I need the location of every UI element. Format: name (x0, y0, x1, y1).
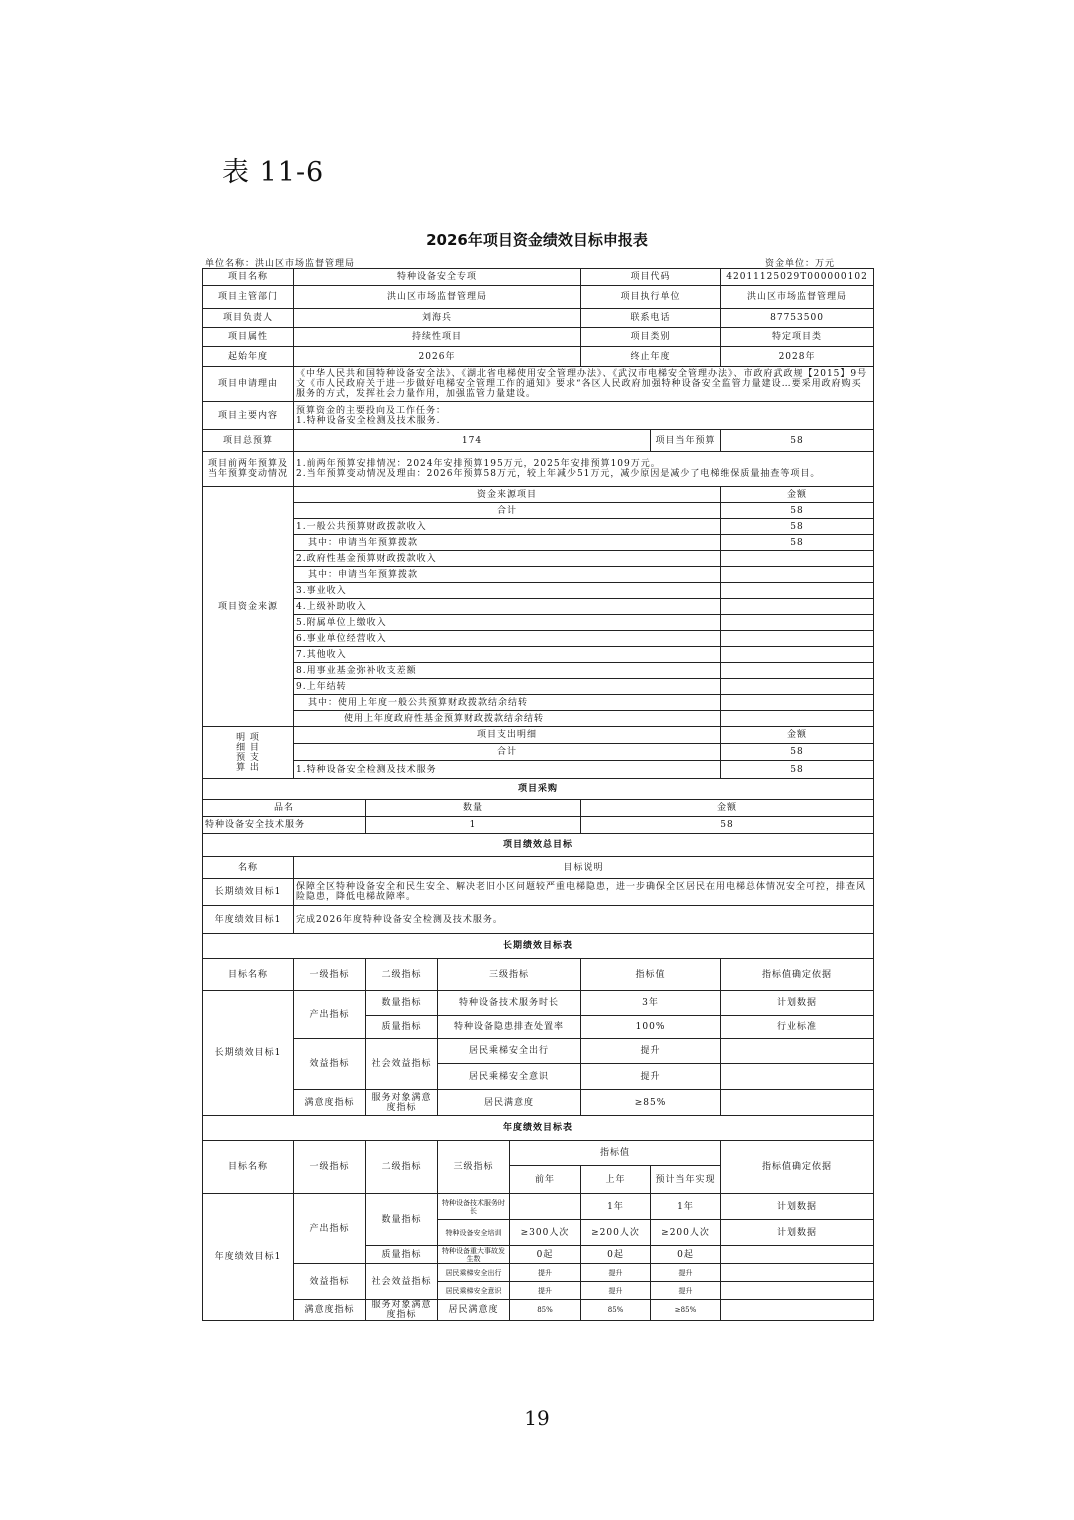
funding-row (203, 711, 874, 727)
amount (721, 615, 874, 631)
col-header: 金额 (581, 800, 874, 817)
item: 其中：申请当年预算拨款 (294, 535, 721, 551)
col-header: 前年 (510, 1166, 581, 1194)
project-code: 42011125029T000000102 (721, 269, 874, 286)
table-row (203, 367, 874, 402)
table-row (203, 286, 874, 309)
level2: 社会效益指标 (366, 1264, 438, 1300)
level2: 质量指标 (366, 1246, 438, 1264)
col-header: 指标值 (581, 959, 721, 991)
table-row (203, 727, 874, 744)
item: 1.特种设备安全检测及技术服务 (294, 761, 721, 779)
col-header: 目标名称 (203, 959, 294, 991)
basis (721, 1300, 874, 1321)
prev-budget: 1.前两年预算安排情况：2024年安排预算195万元，2025年安排预算109万元。 2.当年预算变动情况及理由：2026年预算58万元，较上年减少51万元，减少原因是减少了电梯维保质量抽查等项目。 (294, 452, 874, 487)
funding-row (203, 663, 874, 679)
table-row (203, 430, 874, 452)
value-y1 (510, 1194, 581, 1220)
col-header: 资金来源项目 (294, 487, 721, 503)
type: 特定项目类 (721, 328, 874, 347)
amount: 58 (721, 519, 874, 535)
label: 项目代码 (581, 269, 721, 286)
level3: 特种设备隐患排查处置率 (438, 1016, 581, 1039)
value-y1: 0起 (510, 1246, 581, 1264)
col-header: 一级指标 (294, 1141, 366, 1194)
table-row (203, 800, 874, 817)
col-header: 指标值 (510, 1141, 721, 1166)
amount (721, 679, 874, 695)
value-y2: 0起 (581, 1246, 651, 1264)
basis (721, 1090, 874, 1116)
table-row (203, 487, 874, 503)
value-y1: ≥300人次 (510, 1220, 581, 1246)
amount (721, 663, 874, 679)
col-header: 上年 (581, 1166, 651, 1194)
item: 其中：使用上年度一般公共预算财政拨款结余结转 (294, 695, 721, 711)
value-y2: 提升 (581, 1282, 651, 1300)
level3: 居民乘梯安全出行 (438, 1264, 510, 1282)
level1: 满意度指标 (294, 1300, 366, 1321)
level1: 满意度指标 (294, 1090, 366, 1116)
owner: 刘海兵 (294, 309, 581, 328)
longterm-row (203, 991, 874, 1016)
item: 5.附属单位上缴收入 (294, 615, 721, 631)
basis (721, 1039, 874, 1064)
basis: 计划数据 (721, 991, 874, 1016)
goal-desc: 保障全区特种设备安全和民生安全、解决老旧小区问题较严重电梯隐患，进一步确保全区居民在用电梯总体情况安全可控，排查风险隐患，降低电梯故障率。 (294, 879, 874, 906)
funding-row (203, 551, 874, 567)
level3: 特种设备安全培训 (438, 1220, 510, 1246)
item: 合计 (294, 503, 721, 519)
amount (721, 599, 874, 615)
level2: 数量指标 (366, 991, 438, 1016)
amount: 58 (581, 817, 874, 834)
col-header: 二级指标 (366, 1141, 438, 1194)
goal-name: 年度绩效目标1 (203, 1194, 294, 1321)
performance-target-table (202, 268, 874, 1321)
value-y3: 0起 (651, 1246, 721, 1264)
funding-row (203, 631, 874, 647)
col-header: 项目支出明细 (294, 727, 721, 744)
label: 项目总预算 (203, 430, 294, 452)
reason: 《中华人民共和国特种设备安全法》、《湖北省电梯使用安全管理办法》、《武汉市电梯安全管理办法》、市政府武政规【2015】9号文《市人民政府关于进一步做好电梯安全管理工作的通知》要求“各区人民政府加强特种设备安全监管力量建设…要采用政府购买服务的方式，发挥社会力量作用，加强监管力量建设。 (294, 367, 874, 402)
start-year: 2026年 (294, 347, 581, 367)
unit-name: 单位名称：洪山区市场监督管理局 (205, 259, 356, 269)
item: 6.事业单位经营收入 (294, 631, 721, 647)
value: 提升 (581, 1064, 721, 1090)
col-header: 一级指标 (294, 959, 366, 991)
label: 项目当年预算 (651, 430, 721, 452)
page-number: 19 (524, 1406, 550, 1430)
funding-row (203, 599, 874, 615)
level2: 服务对象满意度指标 (366, 1300, 438, 1321)
col-header: 三级指标 (438, 959, 581, 991)
value-y3: ≥200人次 (651, 1220, 721, 1246)
value: 提升 (581, 1039, 721, 1064)
funding-row (203, 647, 874, 663)
table-row (203, 1141, 874, 1166)
label: 项目资金来源 (203, 487, 294, 727)
document-title: 2026年项目资金绩效目标申报表 (426, 231, 648, 249)
level2: 社会效益指标 (366, 1039, 438, 1090)
amount (721, 631, 874, 647)
basis (721, 1064, 874, 1090)
procurement-heading: 项目采购 (203, 779, 874, 800)
col-header: 预计当年实现 (651, 1166, 721, 1194)
overall-row (203, 879, 874, 906)
col-header: 指标值确定依据 (721, 1141, 874, 1194)
phone: 87753500 (721, 309, 874, 328)
col-header: 金额 (721, 727, 874, 744)
value-y3: ≥85% (651, 1300, 721, 1321)
value-y3: 提升 (651, 1264, 721, 1282)
content: 预算资金的主要投向及工作任务： 1.特种设备安全检测及技术服务. (294, 402, 874, 430)
table-row (203, 328, 874, 347)
label: 项目前两年预算及当年预算变动情况 (203, 452, 294, 487)
level2: 质量指标 (366, 1016, 438, 1039)
level3: 特种设备技术服务时长 (438, 991, 581, 1016)
table-number: 表 11-6 (222, 157, 325, 188)
section-heading (203, 934, 874, 959)
basis: 计划数据 (721, 1194, 874, 1220)
value-y2: 提升 (581, 1264, 651, 1282)
amount (721, 711, 874, 727)
section-heading (203, 834, 874, 857)
funding-row (203, 679, 874, 695)
annual-row (203, 1264, 874, 1282)
col-header: 名称 (203, 857, 294, 879)
level3: 居民乘梯安全意识 (438, 1064, 581, 1090)
table-row (203, 959, 874, 991)
col-header: 数量 (366, 800, 581, 817)
label: 项目负责人 (203, 309, 294, 328)
procurement-row (203, 817, 874, 834)
item: 3.事业收入 (294, 583, 721, 599)
item: 8.用事业基金弥补收支差额 (294, 663, 721, 679)
level3: 居民乘梯安全意识 (438, 1282, 510, 1300)
detail-row (203, 761, 874, 779)
value-y1: 85% (510, 1300, 581, 1321)
item: 合计 (294, 744, 721, 761)
annual-heading: 年度绩效目标表 (203, 1116, 874, 1141)
amount (721, 551, 874, 567)
table-row (203, 347, 874, 367)
goal-name: 长期绩效目标1 (203, 879, 294, 906)
table-row (203, 402, 874, 430)
total-budget: 174 (294, 430, 651, 452)
amount (721, 567, 874, 583)
detail-row (203, 744, 874, 761)
basis: 行业标准 (721, 1016, 874, 1039)
basis (721, 1282, 874, 1300)
dept: 洪山区市场监督管理局 (294, 286, 581, 309)
basis (721, 1246, 874, 1264)
basis: 计划数据 (721, 1220, 874, 1246)
funding-row (203, 567, 874, 583)
goal-name: 年度绩效目标1 (203, 906, 294, 934)
level1: 产出指标 (294, 991, 366, 1039)
exec-unit: 洪山区市场监督管理局 (721, 286, 874, 309)
label: 项目属性 (203, 328, 294, 347)
annual-row (203, 1194, 874, 1220)
level1: 效益指标 (294, 1264, 366, 1300)
value-y2: ≥200人次 (581, 1220, 651, 1246)
col-header: 目标说明 (294, 857, 874, 879)
funding-row (203, 535, 874, 551)
item-name: 特种设备安全技术服务 (203, 817, 366, 834)
longterm-row (203, 1090, 874, 1116)
longterm-heading: 长期绩效目标表 (203, 934, 874, 959)
funding-row (203, 695, 874, 711)
amount: 58 (721, 761, 874, 779)
value-y1: 提升 (510, 1264, 581, 1282)
amount: 58 (721, 535, 874, 551)
level3: 特种设备重大事故发生数 (438, 1246, 510, 1264)
level2: 服务对象满意度指标 (366, 1090, 438, 1116)
annual-row (203, 1300, 874, 1321)
amount: 58 (721, 744, 874, 761)
year-budget: 58 (721, 430, 874, 452)
level3: 居民乘梯安全出行 (438, 1039, 581, 1064)
amount (721, 647, 874, 663)
value-y3: 提升 (651, 1282, 721, 1300)
label: 明 项 细 目 预 支 算 出 (203, 727, 294, 779)
item: 9.上年结转 (294, 679, 721, 695)
level3: 居民满意度 (438, 1300, 510, 1321)
value-y1: 提升 (510, 1282, 581, 1300)
label: 联系电话 (581, 309, 721, 328)
level3: 居民满意度 (438, 1090, 581, 1116)
label: 项目执行单位 (581, 286, 721, 309)
longterm-row (203, 1039, 874, 1064)
item: 1.一般公共预算财政拨款收入 (294, 519, 721, 535)
section-heading (203, 1116, 874, 1141)
amount: 58 (721, 503, 874, 519)
item: 使用上年度政府性基金预算财政拨款结余结转 (294, 711, 721, 727)
label: 项目主要内容 (203, 402, 294, 430)
amount (721, 583, 874, 599)
item: 7.其他收入 (294, 647, 721, 663)
table-row (203, 269, 874, 286)
goal-desc: 完成2026年度特种设备安全检测及技术服务。 (294, 906, 874, 934)
funding-row (203, 519, 874, 535)
table-row (203, 857, 874, 879)
quantity: 1 (366, 817, 581, 834)
end-year: 2028年 (721, 347, 874, 367)
currency-unit: 资金单位：万元 (765, 259, 836, 269)
col-header: 品名 (203, 800, 366, 817)
col-header: 二级指标 (366, 959, 438, 991)
col-header: 金额 (721, 487, 874, 503)
project-name: 特种设备安全专项 (294, 269, 581, 286)
value: 3年 (581, 991, 721, 1016)
value: 100% (581, 1016, 721, 1039)
level3: 特种设备技术服务时长 (438, 1194, 510, 1220)
table-row (203, 309, 874, 328)
section-heading (203, 779, 874, 800)
funding-row (203, 583, 874, 599)
level1: 效益指标 (294, 1039, 366, 1090)
value-y3: 1年 (651, 1194, 721, 1220)
label: 项目主管部门 (203, 286, 294, 309)
label: 项目申请理由 (203, 367, 294, 402)
basis (721, 1264, 874, 1282)
value: ≥85% (581, 1090, 721, 1116)
level1: 产出指标 (294, 1194, 366, 1264)
label: 终止年度 (581, 347, 721, 367)
overall-heading: 项目绩效总目标 (203, 834, 874, 857)
label: 起始年度 (203, 347, 294, 367)
funding-row (203, 503, 874, 519)
value-y2: 85% (581, 1300, 651, 1321)
item: 2.政府性基金预算财政拨款收入 (294, 551, 721, 567)
col-header: 三级指标 (438, 1141, 510, 1194)
value-y2: 1年 (581, 1194, 651, 1220)
label: 项目类别 (581, 328, 721, 347)
attr: 持续性项目 (294, 328, 581, 347)
overall-row (203, 906, 874, 934)
item: 4.上级补助收入 (294, 599, 721, 615)
item: 其中：申请当年预算拨款 (294, 567, 721, 583)
table-row (203, 452, 874, 487)
label: 项目名称 (203, 269, 294, 286)
level2: 数量指标 (366, 1194, 438, 1246)
col-header: 目标名称 (203, 1141, 294, 1194)
amount (721, 695, 874, 711)
funding-row (203, 615, 874, 631)
col-header: 指标值确定依据 (721, 959, 874, 991)
goal-name: 长期绩效目标1 (203, 991, 294, 1116)
